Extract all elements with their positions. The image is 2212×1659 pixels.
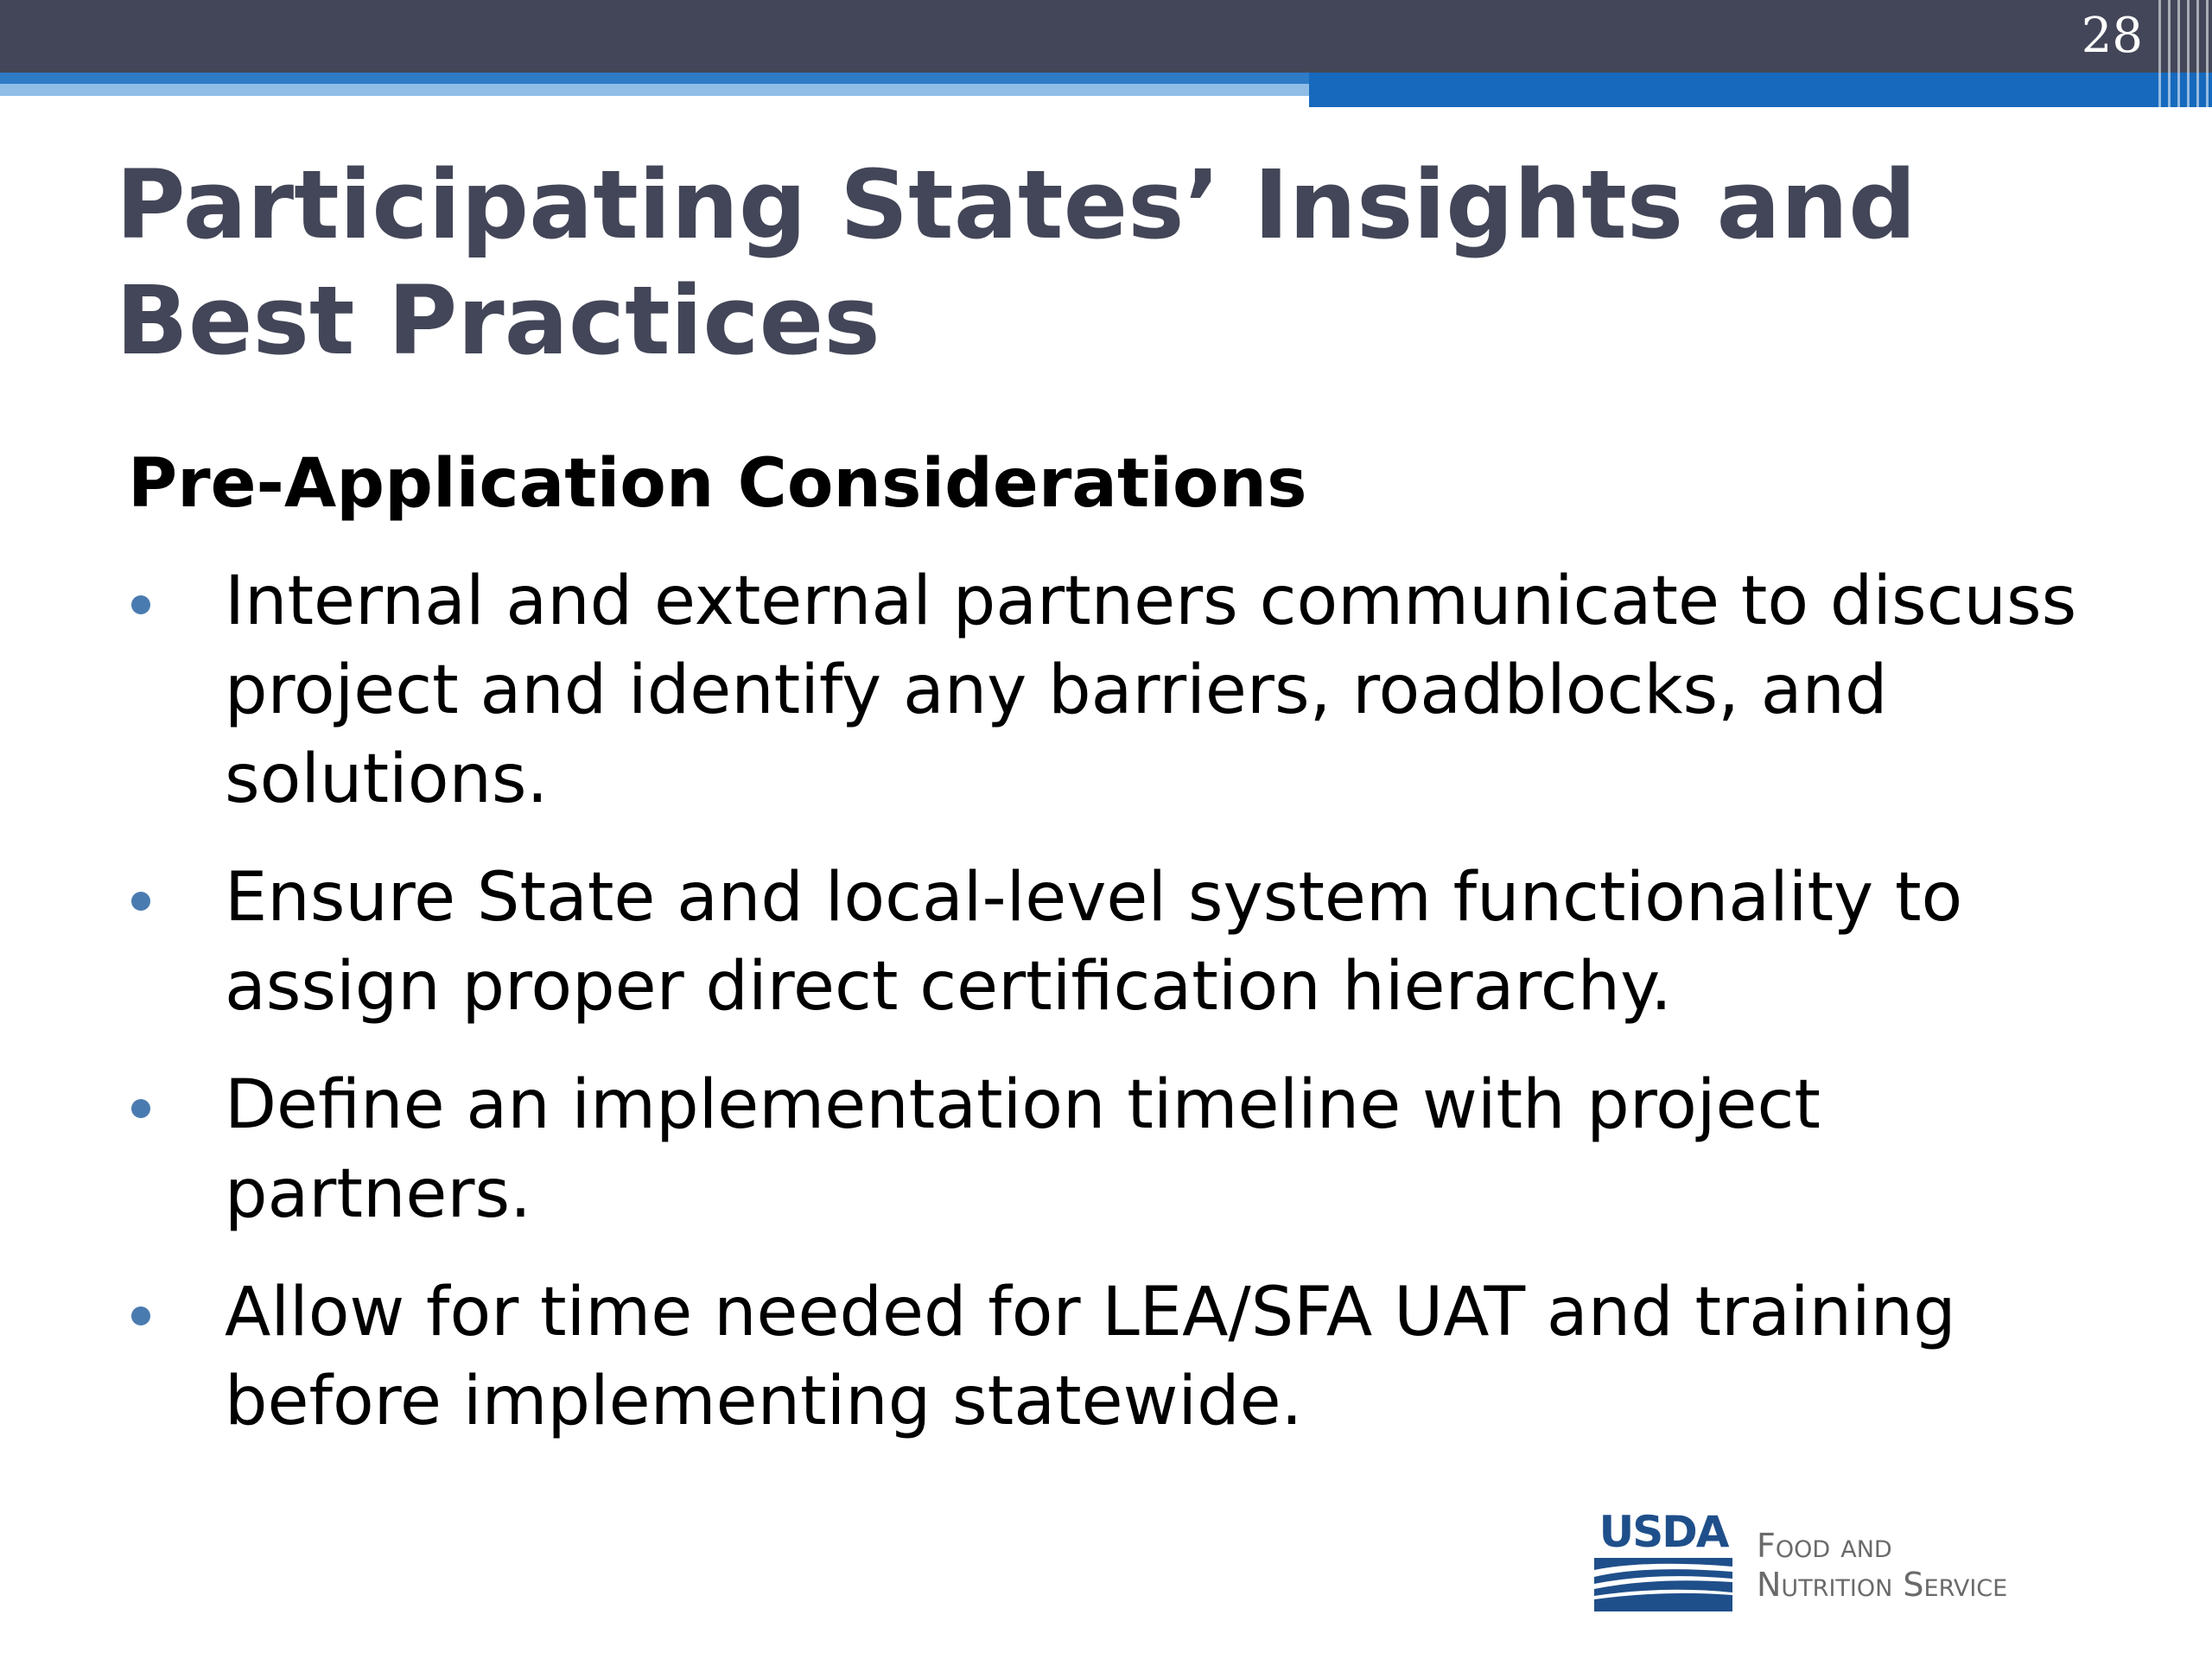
bullet-dot-icon bbox=[131, 1099, 150, 1118]
bullet-item bbox=[128, 854, 2115, 1032]
header-accent-stripe-right bbox=[1309, 73, 2212, 107]
bullet-list bbox=[128, 557, 2115, 1476]
usda-fns-logo bbox=[1594, 1508, 2130, 1629]
bullet-dot-icon bbox=[131, 892, 150, 911]
bullet-item bbox=[128, 557, 2115, 824]
bullet-text: Define an implementation timeline with project partners. bbox=[225, 1066, 1821, 1233]
usda-landscape-icon bbox=[1594, 1558, 1732, 1611]
usda-mark bbox=[1594, 1508, 1732, 1610]
bullet-dot-icon bbox=[131, 1306, 150, 1325]
bullet-text: Ensure State and local-level system functionality to assign proper direct certification hierarchy. bbox=[225, 859, 1963, 1026]
agency-name-line-1: Food and bbox=[1757, 1527, 1892, 1565]
bullet-text: Internal and external partners communicate to discuss project and identify any barriers, roadblocks, and solutions. bbox=[225, 563, 2077, 818]
bullet-item bbox=[128, 1061, 2115, 1239]
page-number: 28 bbox=[2081, 8, 2143, 64]
slide-title: Participating States’ Insights and Best Practices bbox=[116, 149, 1916, 376]
bullet-item bbox=[128, 1268, 2115, 1446]
bullet-dot-icon bbox=[131, 595, 150, 614]
agency-name-line-2: Nutrition Service bbox=[1757, 1566, 2008, 1604]
bullet-text: Allow for time needed for LEA/SFA UAT and training before implementing statewide. bbox=[225, 1274, 1956, 1440]
header-edge-lines bbox=[2152, 0, 2212, 107]
header-accent-stripe-left bbox=[0, 73, 1309, 96]
section-heading: Pre-Application Considerations bbox=[128, 445, 1307, 523]
usda-wordmark: USDA bbox=[1599, 1507, 1728, 1557]
header-band bbox=[0, 0, 2212, 73]
